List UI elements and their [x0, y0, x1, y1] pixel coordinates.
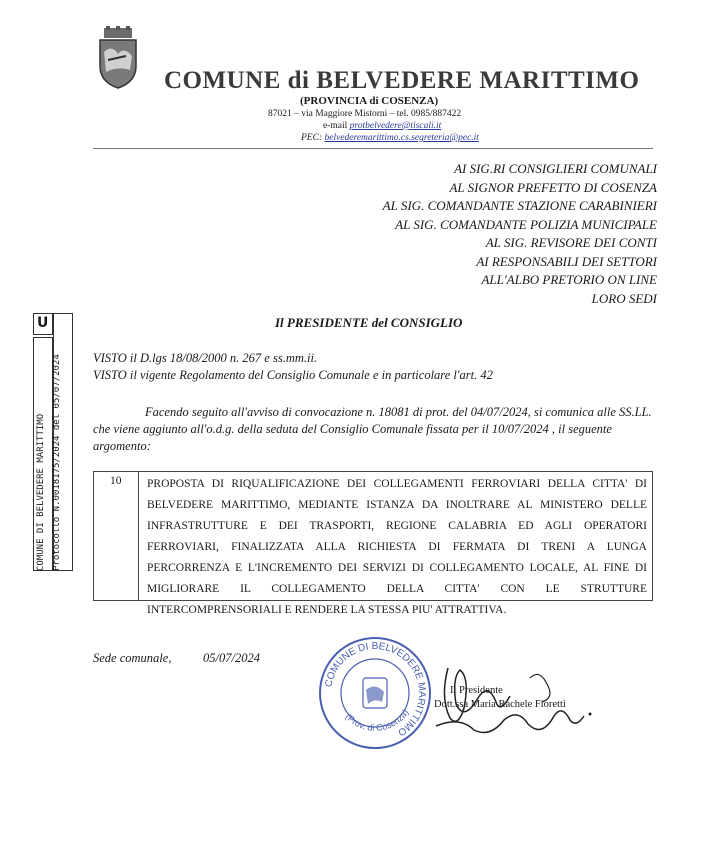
recipient: AL SIG. COMANDANTE POLIZIA MUNICIPALE: [395, 216, 657, 232]
place-label: Sede comunale,: [93, 651, 172, 665]
pec-line: [301, 133, 479, 143]
recipient: AL SIG. REVISORE DEI CONTI: [485, 235, 657, 250]
agenda-line: PROPOSTA DI RIQUALIFICAZIONE DEI COLLEGAMENTI FERROVIARI DELLA CITTA' DI: [147, 478, 647, 490]
municipal-seal-icon: [316, 634, 434, 752]
paragraph-line: Facendo seguito all'avviso di convocazione n. 18081 di prot. del 04/07/2024, si comunica alle SS.LL.: [145, 405, 652, 419]
agenda-table: [93, 471, 653, 616]
email-label: e-mail: [323, 121, 348, 131]
agenda-number-cell: [94, 472, 139, 600]
agenda-line: INTERCOMPRENSORIALI E RENDERE LA STESSA PIU' ATTRATTIVA.: [147, 604, 507, 616]
paragraph-line: che viene aggiunto all'o.d.g. della seduta del Consiglio Comunale fissata per il 10/07/2024 , il seguente: [93, 422, 612, 436]
signer-role: Il Presidente: [450, 685, 503, 696]
stamp-letter: U: [37, 315, 49, 331]
agenda-line: BELVEDERE MARITTIMO, MEDIANTE ISTANZA DA INOLTRARE AL MINISTERO DELLE: [147, 499, 647, 511]
stamp-protocol-number: Protocollo N.0018175/2024 del 05/07/2024: [52, 354, 62, 571]
agenda-line: INFRASTRUTTURE E DEI TRASPORTI, REGIONE CALABRIA ED AGLI OPERATORI: [147, 520, 647, 532]
recipient: AI SIG.RI CONSIGLIERI COMUNALI: [454, 161, 657, 176]
document-heading: Il PRESIDENTE del CONSIGLIO: [275, 315, 463, 330]
recipient: AL SIGNOR PREFETTO DI COSENZA: [449, 179, 657, 195]
email-link[interactable]: protbelvedere@tiscali.it: [349, 121, 442, 131]
header-divider: [93, 148, 653, 149]
signer-name: Dott.ssa Maria Rachele Fioretti: [434, 699, 566, 710]
coat-of-arms-icon: [96, 26, 140, 90]
recipient: ALL'ALBO PRETORIO ON LINE: [481, 272, 657, 287]
agenda-text-cell: [147, 474, 647, 621]
seal-text: COMUNE DI BELVEDERE MARITTIMO: [323, 640, 428, 738]
visto-line: VISTO il D.lgs 18/08/2000 n. 267 e ss.mm.ii.: [93, 351, 318, 365]
seal-subtext: (Prov. di Cosenza): [343, 707, 411, 733]
agenda-number: 10: [110, 475, 122, 487]
body-paragraph: [93, 404, 653, 455]
recipient: AL SIG. COMANDANTE STAZIONE CARABINIERI: [382, 198, 657, 213]
agenda-line: PERCORRENZA E L'INCREMENTO DEI SERVIZI DI COLLEGAMENTO LOCALE, AL FINE DI: [147, 562, 647, 574]
recipient: AI RESPONSABILI DEI SETTORI: [476, 253, 657, 269]
protocol-stamp: [33, 313, 75, 571]
recipient: LORO SEDI: [591, 290, 657, 306]
stamp-municipality: COMUNE DI BELVEDERE MARITTIMO: [36, 413, 46, 571]
pec-label: PEC:: [301, 133, 323, 143]
recipients-list: [383, 160, 657, 308]
handwritten-signature-icon: [430, 658, 595, 738]
paragraph-line: argomento:: [93, 439, 151, 453]
municipality-title: COMUNE di BELVEDERE MARITTIMO: [164, 67, 640, 94]
document-date: 05/07/2024: [203, 651, 260, 665]
legal-references: [93, 350, 493, 384]
stamp-letter-box: [33, 313, 53, 335]
email-line: [323, 121, 441, 131]
agenda-line: FERROVIARI, FINALIZZATA ALLA RICHIESTA DI FERMATA DI TRENI A LUNGA: [147, 541, 647, 553]
visto-line: VISTO il vigente Regolamento del Consiglio Comunale e in particolare l'art. 42: [93, 368, 493, 382]
province-line: (PROVINCIA di COSENZA): [300, 95, 439, 107]
address-line: 87021 – via Maggiore Mistorni – tel. 0985/887422: [268, 109, 462, 119]
pec-link[interactable]: belvederemarittimo.cs.segreteria@pec.it: [324, 133, 479, 143]
agenda-line: MIGLIORARE IL COLLEGAMENTO DELLA CITTA' CON LE STRUTTURE: [147, 583, 647, 595]
